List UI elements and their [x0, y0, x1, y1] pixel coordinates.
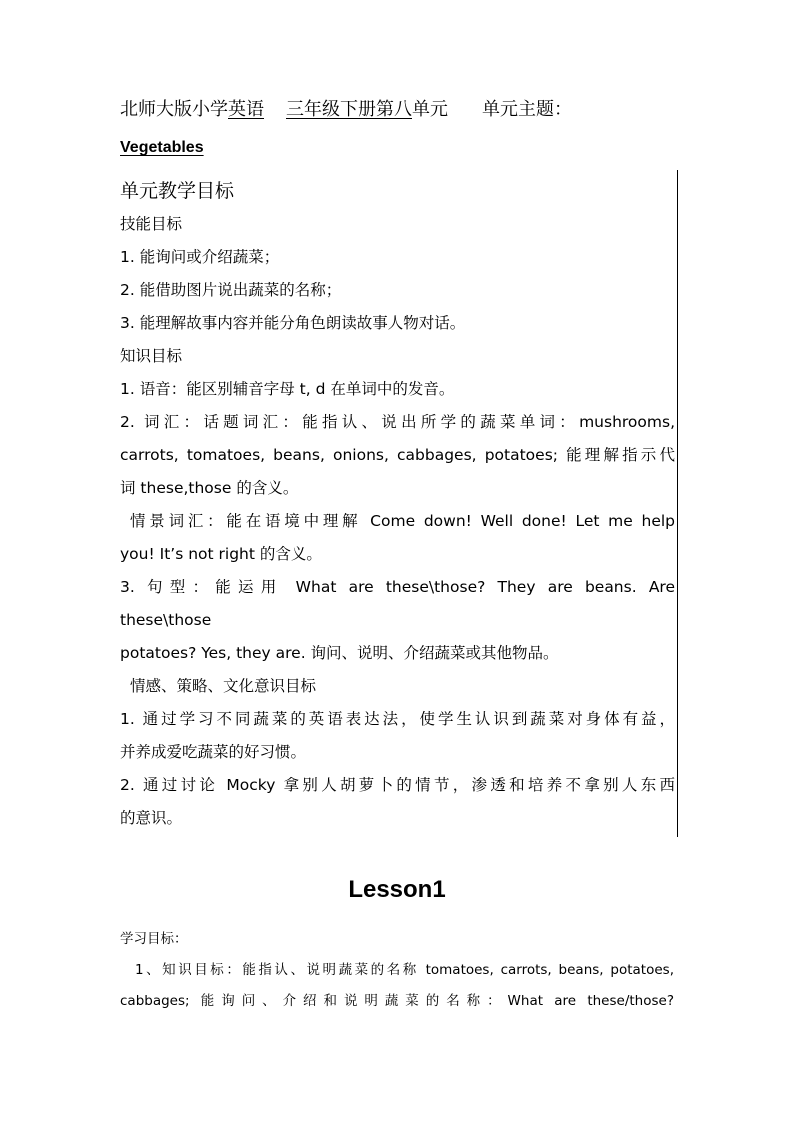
- goal-line: carrots, tomatoes, beans, onions, cabbages, potatoes; 能理解指示代: [120, 446, 675, 464]
- goals-title: 单元教学目标: [120, 180, 235, 202]
- unit-header: [120, 97, 680, 123]
- lesson-subtitle: 学习目标：: [120, 931, 188, 947]
- goal-line: you! It’s not right 的含义。: [120, 545, 322, 563]
- lesson-section: [120, 924, 674, 1017]
- goal-line: 1. 语音：能区别辅音字母 t, d 在单词中的发音。: [120, 380, 455, 398]
- header-unit-number: 八: [394, 99, 412, 120]
- header-grade: 三年级下册第: [286, 99, 394, 120]
- goal-line: 2. 能借助图片说出蔬菜的名称；: [120, 281, 342, 299]
- unit-goals: [120, 174, 675, 835]
- lesson-line: cabbages; 能询问、介绍和说明蔬菜的名称：What are these/those?: [120, 993, 674, 1009]
- goal-line: 的意识。: [120, 809, 183, 827]
- goal-line: 3. 能理解故事内容并能分角色朗读故事人物对话。: [120, 314, 466, 332]
- goal-line: 3. 句型：能运用 What are these\those? They are beans. Are: [120, 578, 675, 596]
- lesson-title: Lesson1: [348, 876, 446, 903]
- goal-line: potatoes? Yes, they are. 询问、说明、介绍蔬菜或其他物品。: [120, 644, 559, 662]
- goal-line: 知识目标: [120, 347, 183, 365]
- goal-line: 2. 通过讨论 Mocky 拿别人胡萝卜的情节，渗透和培养不拿别人东西: [120, 776, 675, 794]
- goal-line: 2. 词汇：话题词汇：能指认、说出所学的蔬菜单词：mushrooms,: [120, 413, 675, 431]
- header-theme-label: 单元主题：: [482, 99, 572, 120]
- header-subject: 英语: [228, 99, 264, 120]
- goal-line: 情感、策略、文化意识目标: [130, 677, 317, 695]
- goal-line: 1. 通过学习不同蔬菜的英语表达法，使学生认识到蔬菜对身体有益，: [120, 710, 675, 728]
- unit-theme: [120, 135, 226, 161]
- goal-line: 情景词汇：能在语境中理解 Come down! Well done! Let me help: [130, 512, 675, 530]
- goal-line: 词 these,those 的含义。: [120, 479, 299, 497]
- lesson-line: 1、知识目标：能指认、说明蔬菜的名称 tomatoes, carrots, beans, potatoes,: [135, 962, 674, 978]
- goal-line: these\those: [120, 611, 212, 629]
- header-prefix: 北师大版小学: [120, 99, 228, 120]
- goal-line: 技能目标: [120, 215, 183, 233]
- unit-theme-value: Vegetables: [120, 139, 204, 156]
- goal-line: 1. 能询问或介绍蔬菜；: [120, 248, 280, 266]
- table-border-line: [677, 170, 678, 837]
- header-unit-suffix: 单元: [412, 99, 448, 120]
- goal-line: 并养成爱吃蔬菜的好习惯。: [120, 743, 307, 761]
